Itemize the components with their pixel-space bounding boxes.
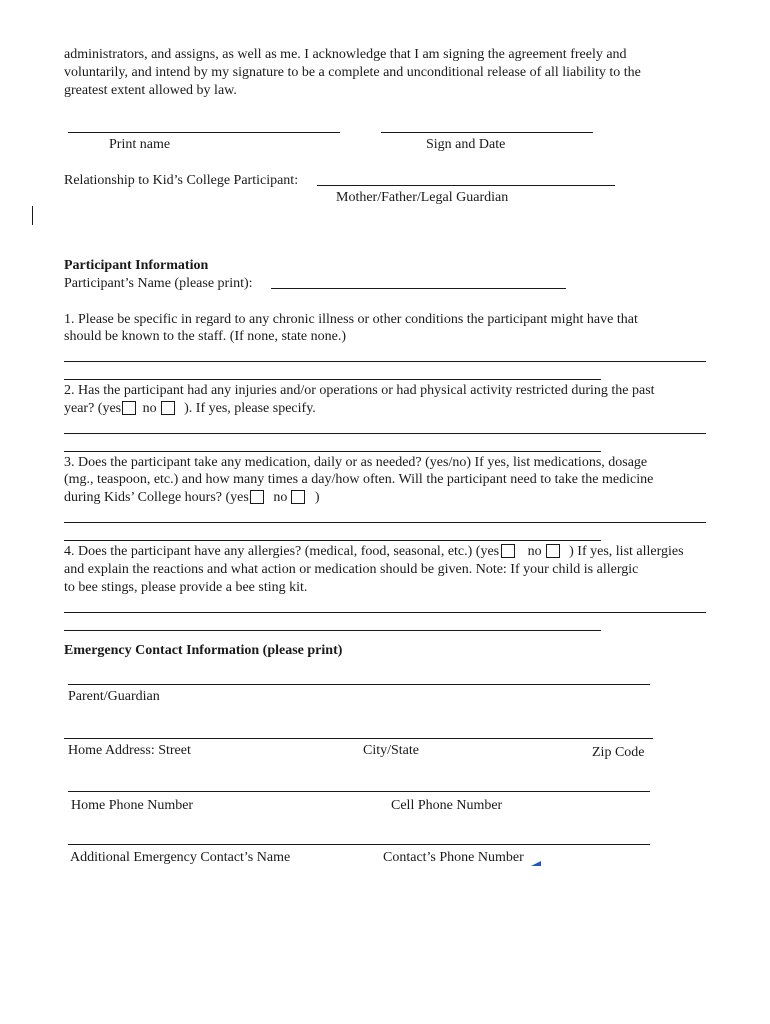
participant-name-field[interactable] <box>271 288 566 289</box>
release-text-line-3: greatest extent allowed by law. <box>64 83 237 98</box>
question-2-line-1: 2. Has the participant had any injuries and/or operations or had physical activity restricted during the past <box>64 383 655 398</box>
question-3-answer-line[interactable] <box>64 522 706 523</box>
phone-numbers-field[interactable] <box>68 791 650 792</box>
question-3-close-paren: ) <box>314 490 320 505</box>
sign-date-label: Sign and Date <box>426 137 506 152</box>
participant-heading: Participant Information <box>64 258 209 273</box>
question-2-answer-line[interactable] <box>64 451 601 452</box>
question-3-no-checkbox[interactable] <box>291 490 305 504</box>
question-2-yes-checkbox[interactable] <box>122 401 136 415</box>
zip-code-label: Zip Code <box>592 745 645 760</box>
question-2-no-label: no <box>142 401 157 416</box>
release-text-line-1: administrators, and assigns, as well as me. I acknowledge that I am signing the agreement freely and <box>64 47 627 62</box>
question-2-specify-label: ). If yes, please specify. <box>184 401 316 416</box>
question-4-line-3: to bee stings, please provide a bee sting kit. <box>64 580 308 595</box>
question-3-line-1: 3. Does the participant take any medication, daily or as needed? (yes/no) If yes, list medications, dosage <box>64 455 648 470</box>
question-1-answer-line[interactable] <box>64 379 601 380</box>
question-3-line-2: (mg., teaspoon, etc.) and how many times a day/how often. Will the participant need to take the medicine <box>64 472 654 487</box>
question-3-yes-checkbox[interactable] <box>250 490 264 504</box>
additional-contact-name-label: Additional Emergency Contact’s Name <box>70 850 291 865</box>
question-1-answer-line[interactable] <box>64 361 706 362</box>
relationship-sublabel: Mother/Father/Legal Guardian <box>336 190 509 205</box>
text-cursor <box>32 206 33 225</box>
relationship-field[interactable] <box>317 185 615 186</box>
question-4-list-label: ) If yes, list allergies <box>569 544 684 559</box>
release-text-line-2: voluntarily, and intend by my signature to be a complete and unconditional release of all liability to the <box>64 65 641 80</box>
question-1-line-2: should be known to the staff. (If none, state none.) <box>64 329 347 344</box>
relationship-label: Relationship to Kid’s College Participant: <box>64 173 299 188</box>
home-phone-label: Home Phone Number <box>71 798 194 813</box>
question-2-yes-label: year? (yes <box>64 401 122 416</box>
question-4-no-checkbox[interactable] <box>546 544 560 558</box>
question-1-line-1: 1. Please be specific in regard to any chronic illness or other conditions the participant might have that <box>64 312 638 327</box>
question-3-line-3 <box>64 489 320 507</box>
parent-guardian-field[interactable] <box>68 684 650 685</box>
question-4-line-1 <box>64 543 684 561</box>
city-state-label: City/State <box>363 743 419 758</box>
question-4-answer-line[interactable] <box>64 612 706 613</box>
question-4-yes-checkbox[interactable] <box>501 544 515 558</box>
question-2-no-checkbox[interactable] <box>161 401 175 415</box>
print-name-field[interactable] <box>68 132 340 133</box>
question-4-no-label: no <box>527 544 542 559</box>
question-4-answer-line[interactable] <box>64 630 601 631</box>
question-4-line-2: and explain the reactions and what action or medication should be given. Note: If your child is allergic <box>64 562 639 577</box>
parent-guardian-label: Parent/Guardian <box>68 689 160 704</box>
question-4-yes-label: 4. Does the participant have any allergies? (medical, food, seasonal, etc.) (yes <box>64 544 500 559</box>
question-3-answer-line[interactable] <box>64 540 601 541</box>
print-name-label: Print name <box>109 137 171 152</box>
question-2-answer-line[interactable] <box>64 433 706 434</box>
anchor-marker-icon <box>531 861 541 866</box>
question-3-yes-label: during Kids’ College hours? (yes <box>64 490 249 505</box>
participant-name-label: Participant’s Name (please print): <box>64 276 253 291</box>
home-street-label: Home Address: Street <box>68 743 191 758</box>
home-address-field[interactable] <box>64 738 653 739</box>
additional-contact-field[interactable] <box>68 844 650 845</box>
question-3-no-label: no <box>273 490 288 505</box>
cell-phone-label: Cell Phone Number <box>391 798 503 813</box>
contact-phone-label: Contact’s Phone Number <box>383 850 524 865</box>
sign-date-field[interactable] <box>381 132 593 133</box>
question-2-line-2 <box>64 400 316 418</box>
emergency-heading: Emergency Contact Information (please print) <box>64 643 343 658</box>
